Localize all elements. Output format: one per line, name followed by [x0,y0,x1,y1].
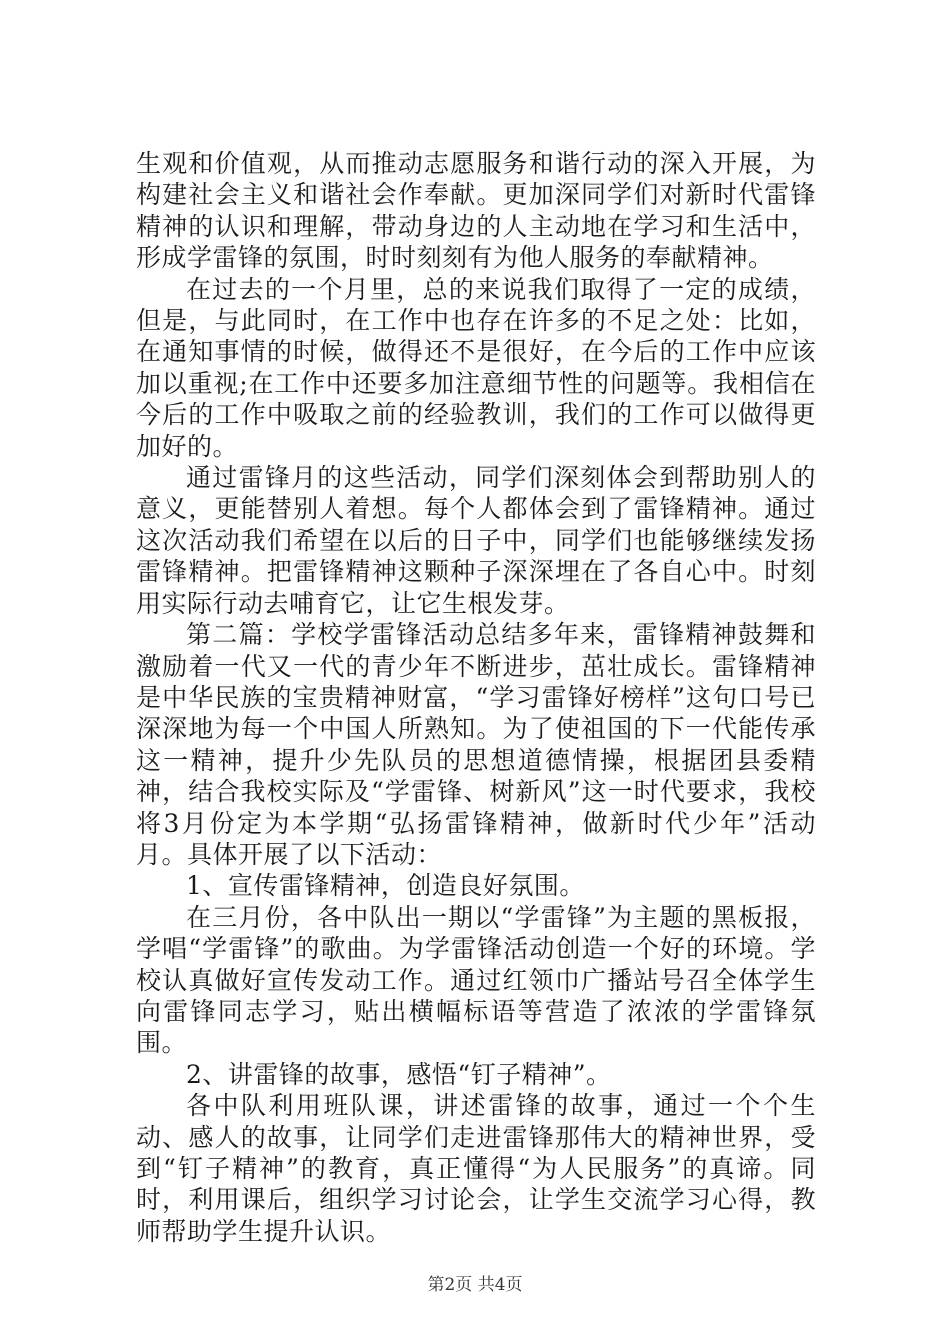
paragraph-second-article: 第二篇：学校学雷锋活动总结多年来，雷锋精神鼓舞和激励着一代又一代的青少年不断进步，茁壮成长。雷锋精神是中华民族的宝贵精神财富，“学习雷锋好榜样”这句口号已深深地为每一个中国人所熟知。为了使祖国的下一代能传承这一精神，提升少先队员的思想道德情操，根据团县委精神，结合我校实际及“学雷锋、树新风”这一时代要求，我校将3月份定为本学期“弘扬雷锋精神，做新时代少年”活动月。具体开展了以下活动： [136,620,816,869]
paragraph-section-2: 各中队利用班队课，讲述雷锋的故事，通过一个个生动、感人的故事，让同学们走进雷锋那伟大的精神世界，受到“钉子精神”的教育，真正懂得“为人民服务”的真谛。同时，利用课后，组织学习讨论会，让学生交流学习心得，教师帮助学生提升认识。 [136,1091,816,1246]
page-footer: 第2页 共4页 [427,1275,523,1295]
section-heading-1: 1、宣传雷锋精神，创造良好氛围。 [186,871,585,901]
paragraph-reflection: 通过雷锋月的这些活动，同学们深刻体会到帮助别人的意义，更能替别人着想。每个人都体会到了雷锋精神。通过这次活动我们希望在以后的日子中，同学们也能够继续发扬雷锋精神。把雷锋精神这颗种子深深埋在了各自心中。时刻用实际行动去哺育它，让它生根发芽。 [136,463,816,618]
paragraph-achievements: 在过去的一个月里，总的来说我们取得了一定的成绩，但是，与此同时，在工作中也存在许多的不足之处：比如，在通知事情的时候，做得还不是很好，在今后的工作中应该加以重视;在工作中还要多加注意细节性的问题等。我相信在今后的工作中吸取之前的经验教训，我们的工作可以做得更加好的。 [136,274,816,461]
document-body [136,148,816,1247]
section-heading-2: 2、讲雷锋的故事，感悟“钉子精神”。 [186,1059,612,1089]
paragraph-continuation: 生观和价值观，从而推动志愿服务和谐行动的深入开展，为构建社会主义和谐社会作奉献。更加深同学们对新时代雷锋精神的认识和理解，带动身边的人主动地在学习和生活中，形成学雷锋的氛围，时时刻刻有为他人服务的奉献精神。 [136,149,816,273]
paragraph-section-1: 在三月份，各中队出一期以“学雷锋”为主题的黑板报，学唱“学雷锋”的歌曲。为学雷锋活动创造一个好的环境。学校认真做好宣传发动工作。通过红领巾广播站号召全体学生向雷锋同志学习，贴出横幅标语等营造了浓浓的学雷锋氛围。 [136,902,816,1058]
